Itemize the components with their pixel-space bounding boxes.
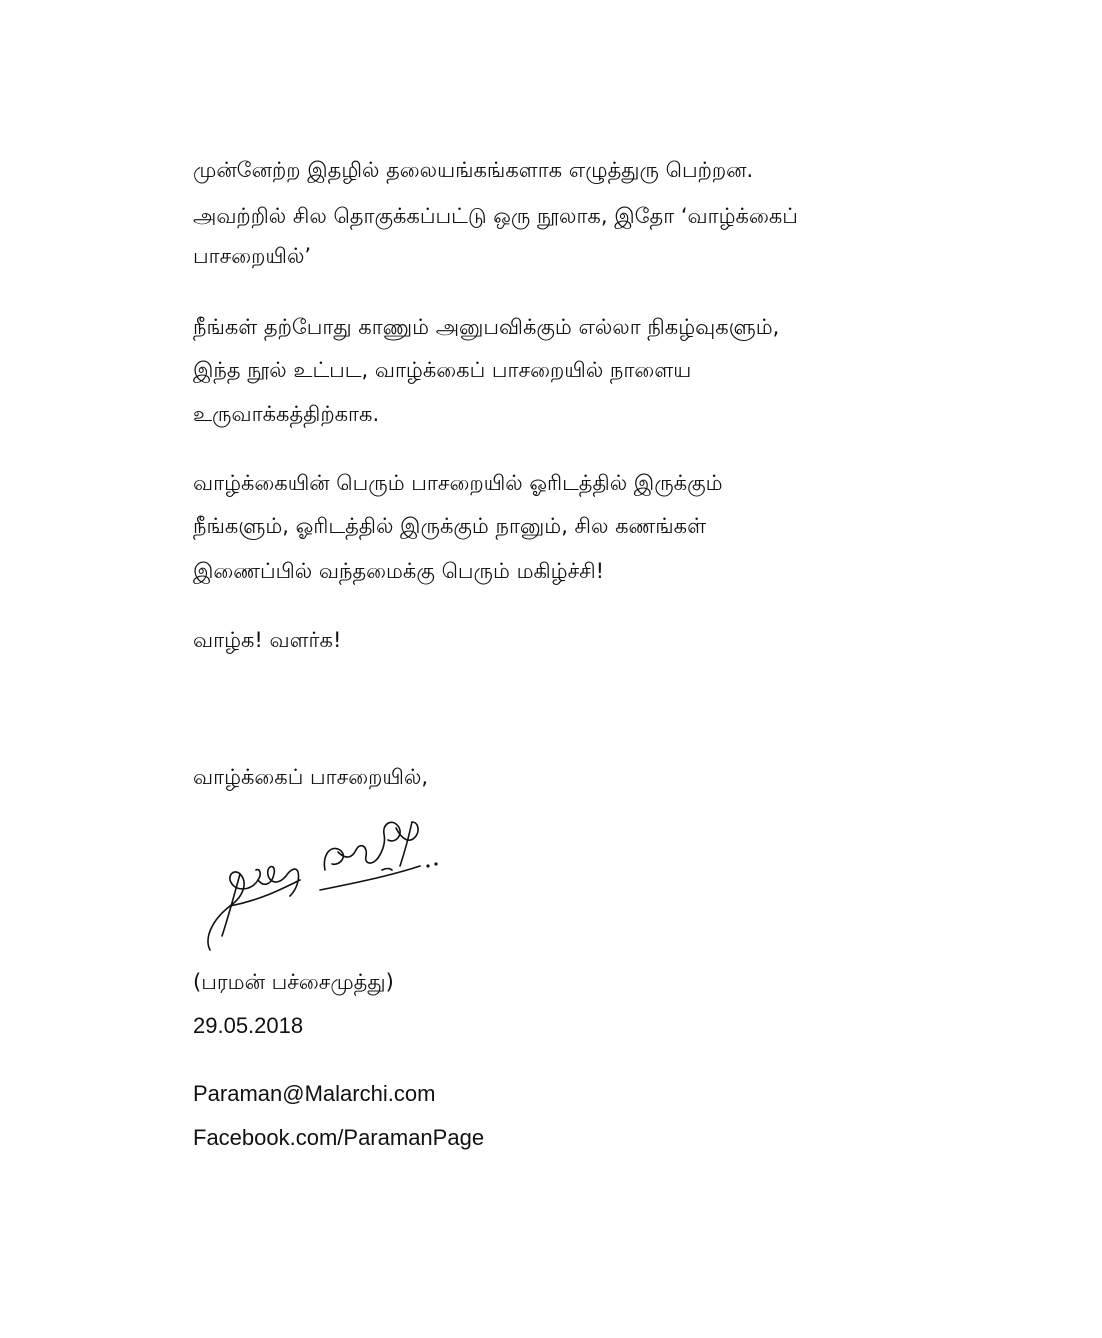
paragraph-2-line-2: இந்த நூல் உட்பட, வாழ்க்கைப் பாசறையில் நாளைய xyxy=(193,358,692,382)
paragraph-1-line-2: அவற்றில் சில தொகுக்கப்பட்டு ஒரு நூலாக, இதோ ‘வாழ்க்கைப் xyxy=(193,204,798,228)
paragraph-2-line-3: உருவாக்கத்திற்காக. xyxy=(193,402,380,426)
paragraph-3-line-2: நீங்களும், ஓரிடத்தில் இருக்கும் நானும், சில கணங்கள் xyxy=(193,514,707,538)
paragraph-1-line-3: பாசறையில்’ xyxy=(193,244,312,268)
author-name: (பரமன் பச்சைமுத்து) xyxy=(193,970,394,994)
contact-email: Paraman@Malarchi.com xyxy=(193,1081,436,1106)
contact-facebook: Facebook.com/ParamanPage xyxy=(193,1125,485,1150)
paragraph-3-line-1: வாழ்க்கையின் பெரும் பாசறையில் ஓரிடத்தில் இருக்கும் xyxy=(193,471,723,495)
paragraph-4-line-1: வாழ்க! வளர்க! xyxy=(193,628,342,652)
document-date: 29.05.2018 xyxy=(193,1013,304,1038)
paragraph-3-line-3: இணைப்பில் வந்தமைக்கு பெரும் மகிழ்ச்சி! xyxy=(193,559,605,583)
handwritten-signature-icon xyxy=(200,810,450,960)
closing-line: வாழ்க்கைப் பாசறையில், xyxy=(193,765,429,789)
paragraph-2-line-1: நீங்கள் தற்போது காணும் அனுபவிக்கும் எல்லா நிகழ்வுகளும், xyxy=(193,315,780,339)
paragraph-1-line-1: முன்னேற்ற இதழில் தலையங்கங்களாக எழுத்துரு பெற்றன. xyxy=(193,158,754,182)
